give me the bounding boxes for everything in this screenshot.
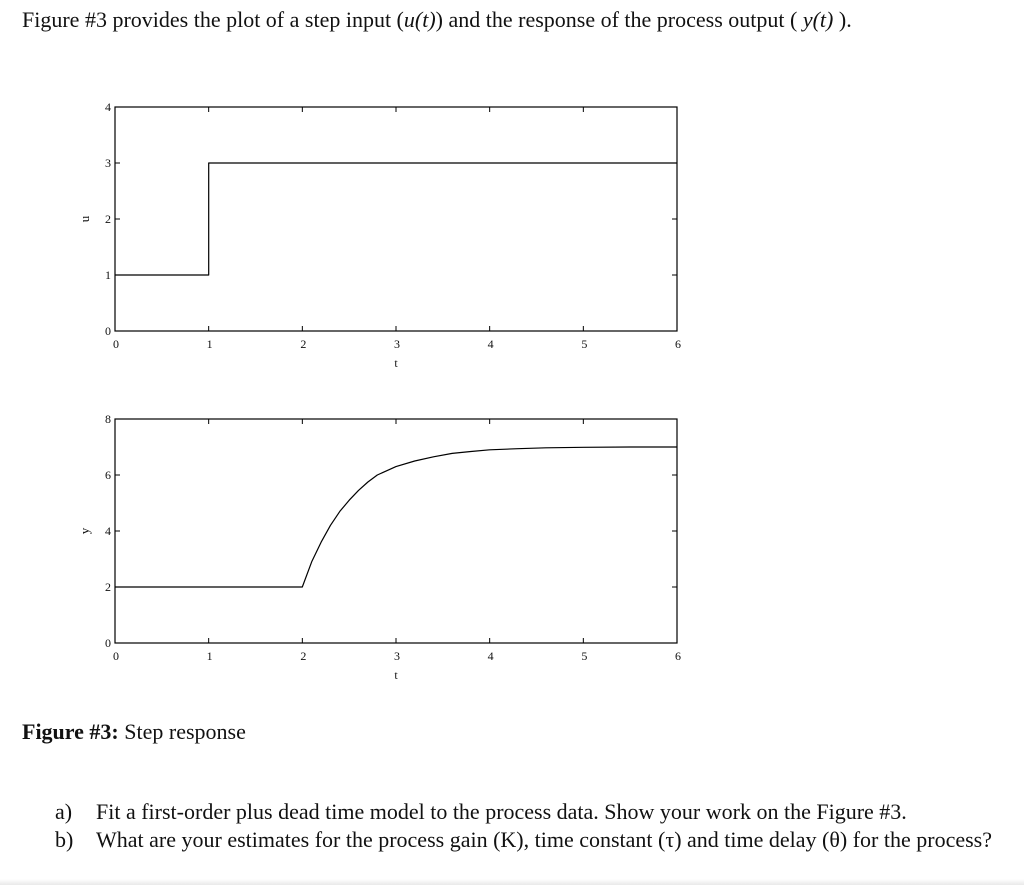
- y-tick-label: 2: [105, 212, 111, 226]
- x-tick-label: 3: [394, 337, 400, 351]
- question-list: [55, 798, 1000, 854]
- question-b: [55, 826, 1000, 854]
- x-tick-label: 4: [487, 337, 494, 351]
- y-symbol: y(t): [802, 7, 834, 32]
- x-tick-label: 1: [206, 649, 213, 663]
- x-axis-label: t: [394, 356, 398, 370]
- bottom-edge-shade: [0, 879, 1024, 885]
- caption-label: Figure #3:: [22, 719, 119, 744]
- y-tick-label: 2: [105, 580, 111, 594]
- question-marker: a): [55, 799, 73, 824]
- y-tick-label: 0: [105, 324, 111, 338]
- u-symbol: u(t): [403, 7, 436, 32]
- x-tick-label: 6: [675, 337, 681, 351]
- intro-part-2: ) and the response of the process output (: [435, 7, 803, 32]
- y-axis-label: u: [77, 215, 92, 223]
- y-axis-label: y: [77, 527, 92, 535]
- y-tick-label: 4: [105, 524, 111, 538]
- input-series-line: [115, 163, 677, 275]
- output-series-line: [115, 447, 677, 587]
- x-tick-label: 0: [113, 337, 119, 351]
- intro-part-3: ).: [833, 7, 852, 32]
- x-tick-label: 0: [113, 649, 119, 663]
- x-tick-label: 6: [675, 649, 681, 663]
- y-tick-label: 6: [105, 468, 111, 482]
- y-tick-label: 3: [105, 156, 111, 170]
- x-axis-label: t: [394, 668, 398, 682]
- question-a: [55, 798, 1000, 826]
- y-tick-label: 1: [105, 268, 111, 282]
- caption-text: Step response: [118, 719, 246, 744]
- x-tick-label: 2: [300, 649, 307, 663]
- intro-part-1: Figure #3 provides the plot of a step input (: [22, 7, 404, 32]
- input-plot: [77, 100, 681, 370]
- x-tick-label: 5: [581, 337, 588, 351]
- y-tick-label: 8: [105, 412, 111, 426]
- x-tick-label: 4: [487, 649, 494, 663]
- y-tick-label: 0: [105, 636, 111, 650]
- x-tick-label: 5: [581, 649, 588, 663]
- output-plot: [77, 412, 681, 682]
- x-tick-label: 3: [394, 649, 400, 663]
- output-plot-frame: [115, 419, 677, 643]
- input-plot-frame: [115, 107, 677, 331]
- figure-caption: [22, 718, 246, 746]
- x-tick-label: 1: [206, 337, 213, 351]
- x-tick-label: 2: [300, 337, 307, 351]
- y-tick-label: 4: [105, 100, 111, 114]
- question-marker: b): [55, 827, 74, 852]
- question-text: Fit a first-order plus dead time model to the process data. Show your work on the Figure #3.: [96, 799, 907, 824]
- question-text: What are your estimates for the process gain (K), time constant (τ) and time delay (θ) for the process?: [96, 827, 992, 852]
